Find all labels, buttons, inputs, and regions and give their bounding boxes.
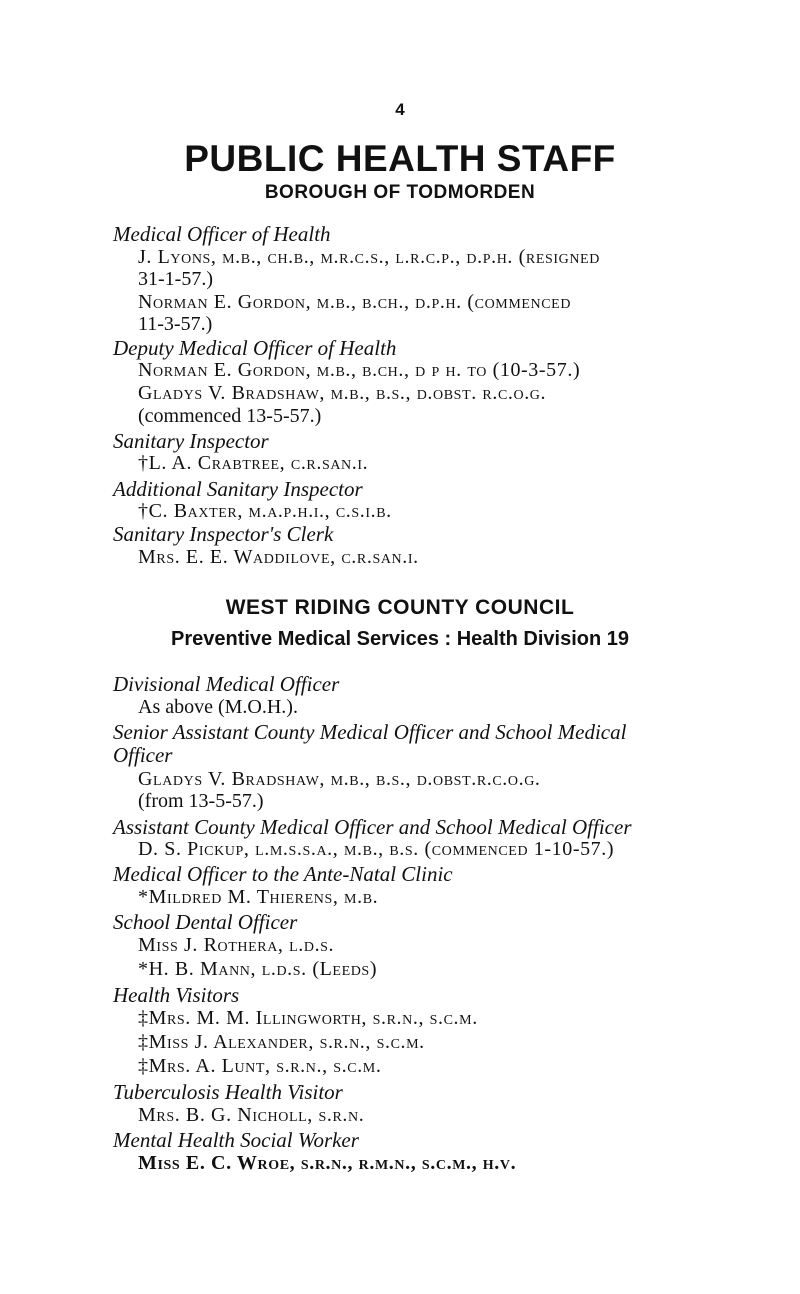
staff-entry: †C. Baxter, m.a.p.h.i., c.s.i.b. bbox=[138, 500, 392, 522]
role-assistant-cmo: Assistant County Medical Officer and School Medical Officer bbox=[113, 815, 632, 839]
staff-entry-continued: (commenced 13-5-57.) bbox=[138, 405, 322, 427]
role-school-dental-officer: School Dental Officer bbox=[113, 910, 298, 934]
staff-entry: As above (M.O.H.). bbox=[138, 696, 298, 718]
staff-entry-continued: (from 13-5-57.) bbox=[138, 790, 264, 812]
staff-entry: Gladys V. Bradshaw, m.b., b.s., d.obst.r.c.o.g. bbox=[138, 768, 541, 790]
page-title: PUBLIC HEALTH STAFF bbox=[184, 138, 616, 179]
staff-entry-continued: 11-3-57.) bbox=[138, 313, 213, 335]
staff-entry-continued: 31-1-57.) bbox=[138, 268, 213, 290]
staff-entry: †L. A. Crabtree, c.r.san.i. bbox=[138, 452, 369, 474]
staff-entry: Miss J. Rothera, l.d.s. bbox=[138, 934, 335, 956]
role-medical-officer-of-health: Medical Officer of Health bbox=[113, 222, 331, 246]
role-health-visitors: Health Visitors bbox=[113, 983, 240, 1007]
staff-entry: J. Lyons, m.b., ch.b., m.r.c.s., l.r.c.p., d.p.h. (resigned bbox=[138, 246, 600, 268]
staff-entry: ‡Mrs. A. Lunt, s.r.n., s.c.m. bbox=[138, 1055, 382, 1077]
borough-heading: BOROUGH OF TODMORDEN bbox=[264, 182, 536, 203]
role-senior-assistant-cmo: Senior Assistant County Medical Officer and School Medical bbox=[113, 720, 627, 744]
staff-entry: D. S. Pickup, l.m.s.s.a., m.b., b.s. (commenced 1-10-57.) bbox=[138, 838, 615, 860]
role-sanitary-inspector: Sanitary Inspector bbox=[113, 429, 269, 453]
staff-entry: ‡Mrs. M. M. Illingworth, s.r.n., s.c.m. bbox=[138, 1007, 478, 1029]
staff-entry: Gladys V. Bradshaw, m.b., b.s., d.obst. r.c.o.g. bbox=[138, 382, 547, 404]
role-sanitary-inspectors-clerk: Sanitary Inspector's Clerk bbox=[113, 522, 334, 546]
division-heading: Preventive Medical Services : Health Division 19 bbox=[171, 628, 629, 650]
role-divisional-medical-officer: Divisional Medical Officer bbox=[113, 672, 340, 696]
role-mental-health-social-worker: Mental Health Social Worker bbox=[113, 1128, 359, 1152]
staff-entry: *Mildred M. Thierens, m.b. bbox=[138, 886, 379, 908]
county-heading: WEST RIDING COUNTY COUNCIL bbox=[225, 596, 575, 619]
role-deputy-medical-officer: Deputy Medical Officer of Health bbox=[113, 336, 397, 360]
staff-entry: Mrs. B. G. Nicholl, s.r.n. bbox=[138, 1104, 365, 1126]
role-tuberculosis-health-visitor: Tuberculosis Health Visitor bbox=[113, 1080, 343, 1104]
staff-entry: Norman E. Gordon, m.b., b.ch., d p h. to (10-3-57.) bbox=[138, 359, 581, 381]
staff-entry: Miss E. C. Wroe, s.r.n., r.m.n., s.c.m., h.v. bbox=[138, 1152, 517, 1174]
role-senior-assistant-cmo-continued: Officer bbox=[113, 743, 173, 767]
staff-entry: *H. B. Mann, l.d.s. (Leeds) bbox=[138, 958, 378, 980]
staff-entry: ‡Miss J. Alexander, s.r.n., s.c.m. bbox=[138, 1031, 425, 1053]
role-additional-sanitary-inspector: Additional Sanitary Inspector bbox=[113, 477, 363, 501]
staff-entry: Norman E. Gordon, m.b., b.ch., d.p.h. (commenced bbox=[138, 291, 572, 313]
page-number: 4 bbox=[395, 100, 405, 119]
staff-entry: Mrs. E. E. Waddilove, c.r.san.i. bbox=[138, 546, 419, 568]
role-ante-natal-clinic: Medical Officer to the Ante-Natal Clinic bbox=[113, 862, 453, 886]
